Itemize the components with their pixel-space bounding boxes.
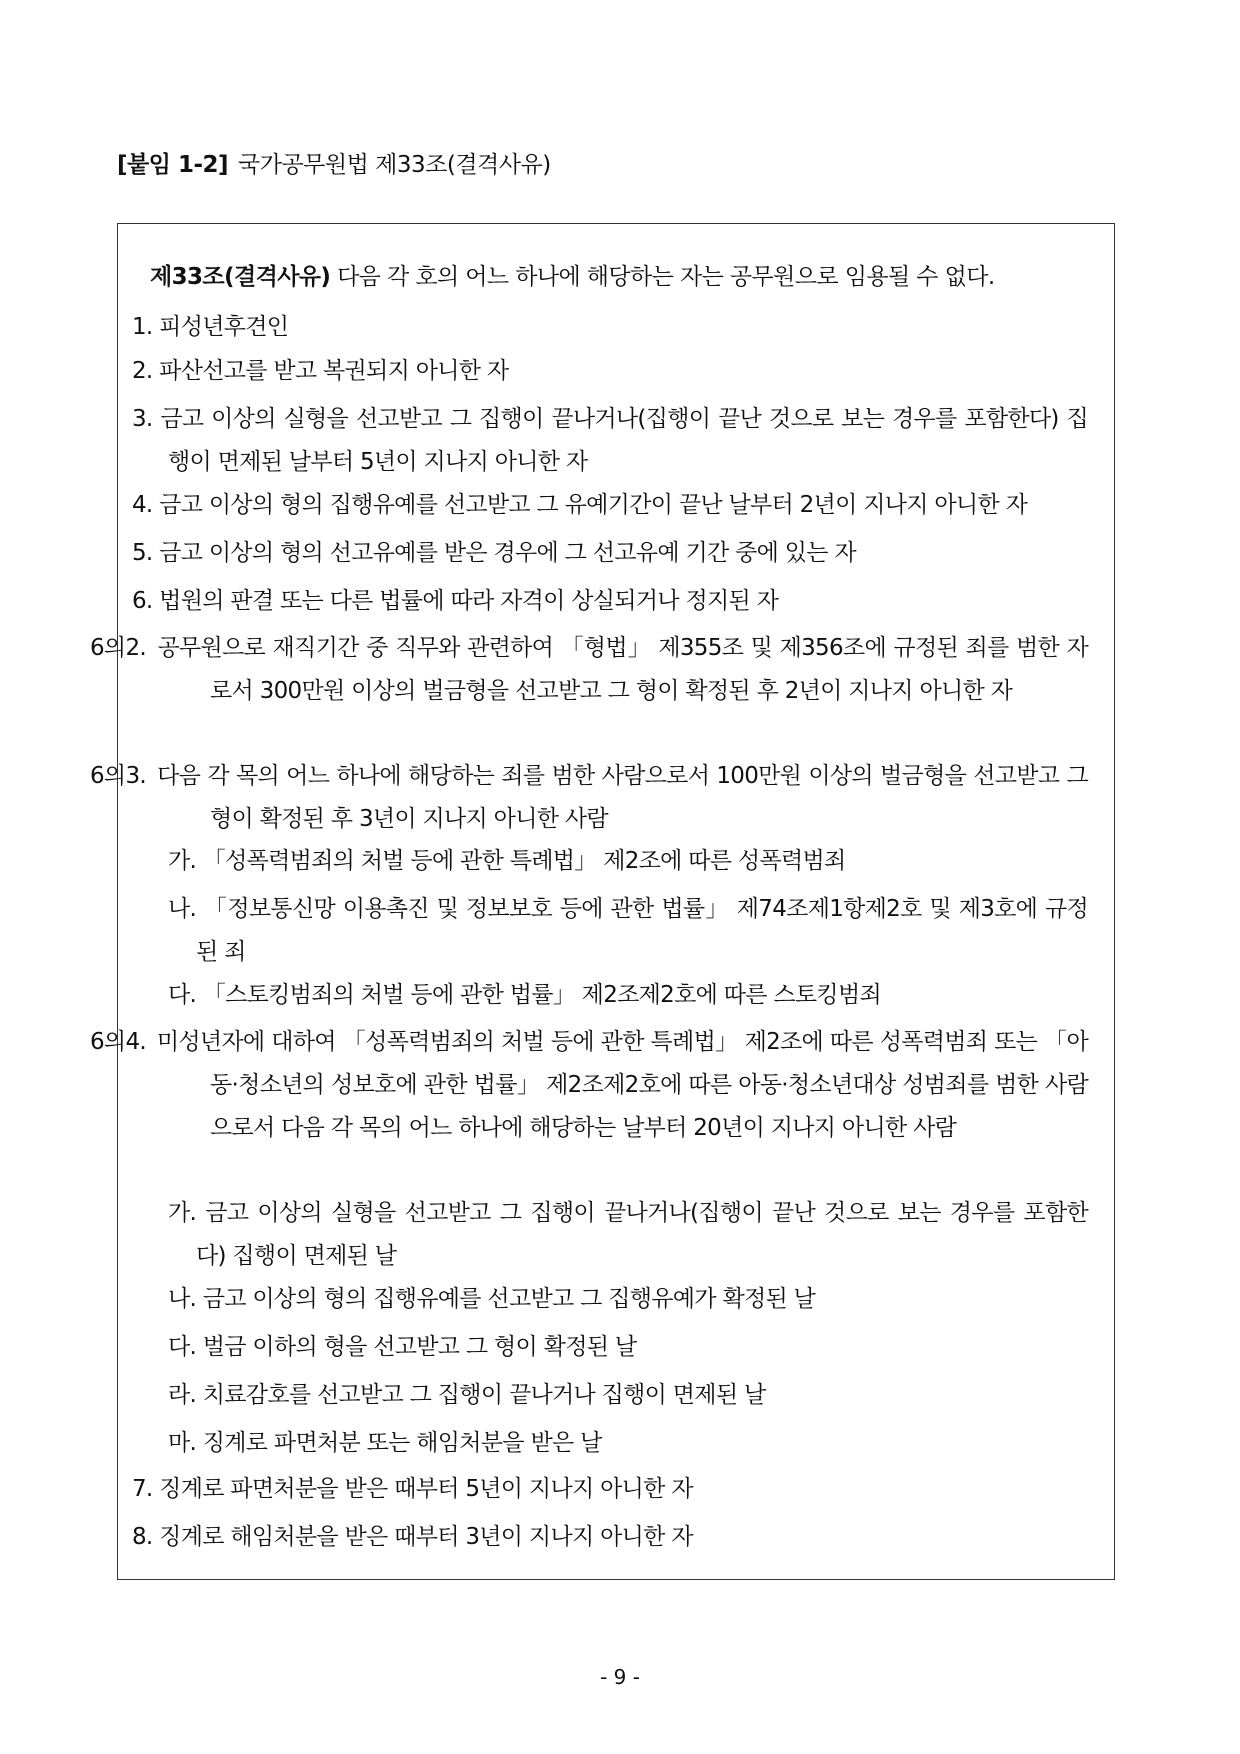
list-item: 1. 피성년후견인 [132,314,289,340]
list-item: 5. 금고 이상의 형의 선고유예를 받은 경우에 그 선고유예 기간 중에 있는 자 [132,540,856,566]
sub-item: 가. 「성폭력범죄의 처벌 등에 관한 특례법」 제2조에 따른 성폭력범죄 [168,848,846,874]
page-number: - 9 - [600,1665,640,1689]
list-item: 3. 금고 이상의 실형을 선고받고 그 집행이 끝나거나(집행이 끝난 것으로 보는 경우를 포함한다) 집행이 면제된 날부터 5년이 지나지 아니한 자 [132,406,1088,475]
sub-item: 다. 벌금 이하의 형을 선고받고 그 형이 확정된 날 [168,1334,637,1360]
sub-item: 마. 징계로 파면처분 또는 해임처분을 받은 날 [168,1430,602,1456]
sub-item: 가. 금고 이상의 실형을 선고받고 그 집행이 끝나거나(집행이 끝난 것으로 보는 경우를 포함한다) 집행이 면제된 날 [168,1200,1088,1269]
article-intro [150,258,1090,291]
sub-item: 라. 치료감호를 선고받고 그 집행이 끝나거나 집행이 면제된 날 [168,1382,766,1408]
list-item: 8. 징계로 해임처분을 받은 때부터 3년이 지나지 아니한 자 [132,1524,693,1550]
sub-item: 다. 「스토킹범죄의 처벌 등에 관한 법률」 제2조제2호에 따른 스토킹범죄 [168,982,881,1008]
attachment-heading [117,146,551,179]
article-title: 제33조(결격사유) [150,264,331,290]
attachment-title: 국가공무원법 제33조(결격사유) [238,152,551,178]
article-intro-text: 다음 각 호의 어느 하나에 해당하는 자는 공무원으로 임용될 수 없다. [337,264,995,290]
list-item: 4. 금고 이상의 형의 집행유예를 선고받고 그 유예기간이 끝난 날부터 2년이 지나지 아니한 자 [132,492,1028,518]
sub-item: 나. 「정보통신망 이용촉진 및 정보보호 등에 관한 법률」 제74조제1항제2호 및 제3호에 규정된 죄 [168,896,1088,965]
list-item: 6. 법원의 판결 또는 다른 법률에 따라 자격이 상실되거나 정지된 자 [132,588,779,614]
list-item: 7. 징계로 파면처분을 받은 때부터 5년이 지나지 아니한 자 [132,1476,693,1502]
list-item: 6의4. 미성년자에 대하여 「성폭력범죄의 처벌 등에 관한 특례법」 제2조에 따른 성폭력범죄 또는 「아동·청소년의 성보호에 관한 법률」 제2조제2호에 따른 아동·청소년대상 성범죄를 범한 사람으로서 다음 각 목의 어느 하나에 해당하는 날부터 20년이 지나지 아니한 사람 [90,1029,1088,1141]
list-item: 6의2. 공무원으로 재직기간 중 직무와 관련하여 「형법」 제355조 및 제356조에 규정된 죄를 범한 자로서 300만원 이상의 벌금형을 선고받고 그 형이 확정된 후 2년이 지나지 아니한 자 [90,635,1088,704]
attachment-tag: [붙임 1-2] [117,152,229,178]
sub-item: 나. 금고 이상의 형의 집행유예를 선고받고 그 집행유예가 확정된 날 [168,1286,816,1312]
list-item: 2. 파산선고를 받고 복권되지 아니한 자 [132,358,509,384]
list-item: 6의3. 다음 각 목의 어느 하나에 해당하는 죄를 범한 사람으로서 100만원 이상의 벌금형을 선고받고 그 형이 확정된 후 3년이 지나지 아니한 사람 [90,763,1088,832]
